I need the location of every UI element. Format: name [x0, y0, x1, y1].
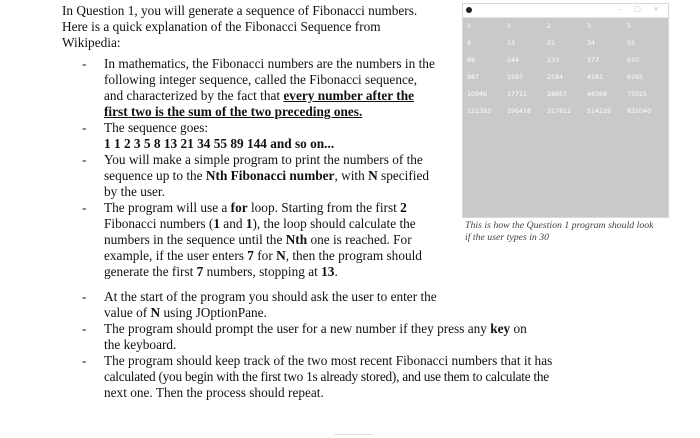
- grid-cell: 4181: [587, 74, 604, 81]
- bullet-sequence: [104, 120, 464, 152]
- grid-cell: 514229: [587, 108, 612, 115]
- grid-cell: 121393: [467, 108, 492, 115]
- intro-line-2: Here is a quick explanation of the Fibonacci Sequence from: [62, 19, 381, 34]
- underlined-phrase: first two is the sum of the two preceding ones.: [104, 104, 363, 119]
- grid-cell: 196418: [507, 108, 532, 115]
- bullet-prompt: [104, 321, 624, 353]
- bullet-line: following integer sequence, called the Fibonacci sequence,: [104, 72, 418, 87]
- grid-cell: 610: [627, 57, 640, 64]
- bullet-dash: -: [82, 200, 87, 215]
- intro-line-1: In Question 1, you will generate a sequence of Fibonacci numbers.: [62, 3, 418, 18]
- grid-cell: 1597: [507, 74, 524, 81]
- sequence-example: 1 1 2 3 5 8 13 21 34 55 89 144 and so on...: [104, 136, 335, 151]
- intro-line-3: Wikipedia:: [62, 35, 121, 50]
- bullet-dash: -: [82, 289, 87, 304]
- grid-cell: 89: [467, 57, 476, 64]
- bullet-dash: -: [82, 321, 87, 336]
- grid-cell: 377: [587, 57, 600, 64]
- bullet-line: In mathematics, the Fibonacci numbers are the numbers in the: [104, 56, 435, 71]
- bullet-track-recent: [104, 353, 644, 401]
- bullet-line: next one. Then the process should repeat.: [104, 385, 324, 400]
- bullet-line: At the start of the program you should ask the user to enter the: [104, 289, 437, 304]
- grid-cell: 55: [627, 40, 636, 47]
- grid-cell: 6765: [627, 74, 644, 81]
- bullet-line: The program will use a for loop. Starting from the first 2: [104, 200, 407, 215]
- bullet-joptionpane: [104, 289, 604, 321]
- grid-cell: 144: [507, 57, 520, 64]
- bullet-line: The program should keep track of the two most recent Fibonacci numbers that it has: [104, 353, 553, 368]
- caption-line: This is how the Question 1 program should look: [465, 220, 654, 231]
- bullet-line: sequence up to the Nth Fibonacci number, with N specified: [104, 168, 430, 183]
- window-app-icon: [466, 7, 472, 13]
- bullet-dash: -: [82, 152, 87, 167]
- bullet-line: the keyboard.: [104, 337, 177, 352]
- grid-cell: 28657: [547, 91, 568, 98]
- bullet-dash: -: [82, 56, 87, 71]
- grid-cell: 17711: [507, 91, 528, 98]
- grid-cell: 8: [467, 40, 472, 47]
- output-window-screenshot: [462, 3, 669, 218]
- grid-cell: 233: [547, 57, 560, 64]
- bullet-line: Fibonacci numbers (1 and 1), the loop should calculate the: [104, 216, 416, 231]
- caption-line: if the user types in 30: [465, 232, 550, 243]
- grid-cell: 13: [507, 40, 516, 47]
- window-title-bar: [463, 4, 668, 18]
- bullet-line: You will make a simple program to print the numbers of the: [104, 152, 423, 167]
- grid-cell: 3: [587, 23, 592, 30]
- grid-cell: 317811: [547, 108, 572, 115]
- bullet-line: example, if the user enters 7 for N, then the program should: [104, 248, 422, 263]
- bullet-line: and characterized by the fact that every number after the: [104, 88, 414, 103]
- grid-cell: 10946: [467, 91, 488, 98]
- bullet-line: by the user.: [104, 184, 165, 199]
- bullet-line: numbers in the sequence until the Nth one is reached. For: [104, 232, 412, 247]
- grid-cell: 2: [547, 23, 552, 30]
- grid-cell: 21: [547, 40, 556, 47]
- bullet-line: generate the first 7 numbers, stopping at 13.: [104, 264, 338, 279]
- underlined-phrase: every number after the: [283, 88, 414, 103]
- bullet-line: The sequence goes:: [104, 120, 209, 135]
- bullet-dash: -: [82, 120, 87, 135]
- intro-paragraph: [62, 3, 457, 51]
- bullet-line: calculated (you begin with the first two 1s already stored), and use them to calculate the: [104, 369, 549, 384]
- bullet-line: value of N using JOptionPane.: [104, 305, 267, 320]
- grid-cell: 75025: [627, 91, 648, 98]
- grid-cell: 5: [627, 23, 632, 30]
- grid-cell: 2584: [547, 74, 564, 81]
- grid-cell: 1: [467, 23, 472, 30]
- grid-cell: 832040: [627, 108, 652, 115]
- bullet-program-goal: [104, 152, 464, 200]
- window-controls: – □ ×: [618, 5, 664, 13]
- bullet-for-loop: [104, 200, 464, 280]
- grid-cell: 1: [507, 23, 512, 30]
- grid-cell: 34: [587, 40, 596, 47]
- bullet-dash: -: [82, 353, 87, 368]
- bullet-definition: [104, 56, 464, 120]
- grid-cell: 987: [467, 74, 480, 81]
- page-divider: [334, 434, 372, 435]
- bullet-line: The program should prompt the user for a new number if they press any key on: [104, 321, 527, 336]
- figure-caption: [465, 220, 675, 244]
- grid-cell: 46368: [587, 91, 608, 98]
